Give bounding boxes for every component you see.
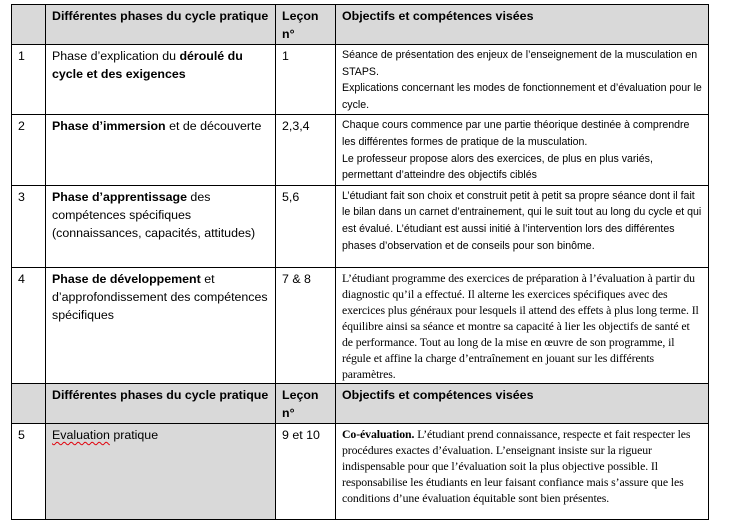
row-number: 3 <box>12 185 46 267</box>
header-lesson: Leçon n° <box>276 383 336 423</box>
phase-cell <box>46 423 276 519</box>
objectives-paragraph: Séance de présentation des enjeux de l’enseignement de la musculation en STAPS. <box>342 49 698 78</box>
phase-cell <box>46 45 276 115</box>
phase-text: et d’approfondissement des compétences spécifiques <box>52 271 268 322</box>
table-header-row <box>12 5 709 45</box>
header-objectives: Objectifs et compétences visées <box>336 5 709 45</box>
table-header-row <box>12 383 709 423</box>
table-row <box>12 45 709 115</box>
lesson-cell: 9 et 10 <box>276 423 336 519</box>
phase-cell <box>46 185 276 267</box>
table-row <box>12 267 709 383</box>
objectives-paragraph: Chaque cours commence par une partie théorique destinée à comprendre les différentes formes de pratique de la musculation. <box>342 119 690 148</box>
phase-bold-text: déroulé du cycle et des exigences <box>52 49 243 81</box>
objectives-cell <box>336 45 709 115</box>
phase-bold-text: Phase de développement <box>52 271 201 286</box>
table-row <box>12 115 709 185</box>
objectives-cell <box>336 115 709 185</box>
header-num-cell <box>12 5 46 45</box>
lesson-cell: 7 & 8 <box>276 267 336 383</box>
objectives-paragraph <box>342 426 703 506</box>
header-objectives: Objectifs et compétences visées <box>336 383 709 423</box>
header-lesson: Leçon n° <box>276 5 336 45</box>
phase-text: et de découverte <box>165 119 262 134</box>
lesson-cell: 1 <box>276 45 336 115</box>
row-number: 2 <box>12 115 46 185</box>
objectives-cell <box>336 267 709 383</box>
header-num-cell <box>12 383 46 423</box>
objectives-text: L’étudiant prend connaissance, respecte et fait respecter les procédures exactes d’évaluation. L’enseignant insiste sur la rigueur indispensable pour que l’évaluation soit la plus objective possible. Il responsabilise les étudiants en leur faisant confiance mais s’assure que les conditions d’une évaluation équitable sont bien présentes. <box>342 426 691 505</box>
table-row <box>12 185 709 267</box>
objectives-paragraph: L’étudiant fait son choix et construit petit à petit sa propre séance dont il fait le bilan dans un carnet d’entrainement, qui le suit tout au long du cycle et qui est évalué. L’étudiant est aussi initié à l’intervention lors des différentes phases d’observation et de conseils pour son binôme. <box>342 189 702 252</box>
phase-cell <box>46 267 276 383</box>
row-number: 5 <box>12 423 46 519</box>
row-number: 4 <box>12 267 46 383</box>
lesson-cell: 5,6 <box>276 185 336 267</box>
objectives-cell <box>336 185 709 267</box>
objectives-cell <box>336 423 709 519</box>
row-number: 1 <box>12 45 46 115</box>
phase-text-spellcheck: Evaluation <box>52 427 110 442</box>
phase-cell <box>46 115 276 185</box>
objectives-paragraph: Le professeur propose alors des exercices, de plus en plus variés, permettant d’atteindre des objectifs ciblés <box>342 152 653 182</box>
header-phase: Différentes phases du cycle pratique <box>46 5 276 45</box>
phase-bold-text: Phase d’immersion <box>52 119 166 134</box>
objectives-paragraph: L’étudiant programme des exercices de préparation à l’évaluation à partir du diagnostic qu’il a effectué. Il alterne les exercices spécifiques avec des exercices plus généraux pour lesquels il attend des effets à plus long terme. Il équilibre ainsi sa séance et montre sa capacité à lier les objectifs de santé et de performance. Tout au long de la mise en œuvre de son programme, il régule et affine la charge d’entraînement en jouant sur les différents paramètres. <box>342 270 699 381</box>
table-row <box>12 423 709 519</box>
lesson-cell: 2,3,4 <box>276 115 336 185</box>
phase-bold-text: Phase d’apprentissage <box>52 189 187 204</box>
phase-text: Phase d’explication du <box>52 49 180 63</box>
phase-text: des compétences spécifiques (connaissances, capacités, attitudes) <box>52 189 256 240</box>
objectives-paragraph: Explications concernant les modes de fonctionnement et d’évaluation pour le cycle. <box>342 82 702 111</box>
header-phase: Différentes phases du cycle pratique <box>46 383 276 423</box>
cycle-phases-table <box>11 4 709 520</box>
phase-text: pratique <box>109 427 159 442</box>
objectives-bold-text: Co-évaluation. <box>342 426 415 441</box>
